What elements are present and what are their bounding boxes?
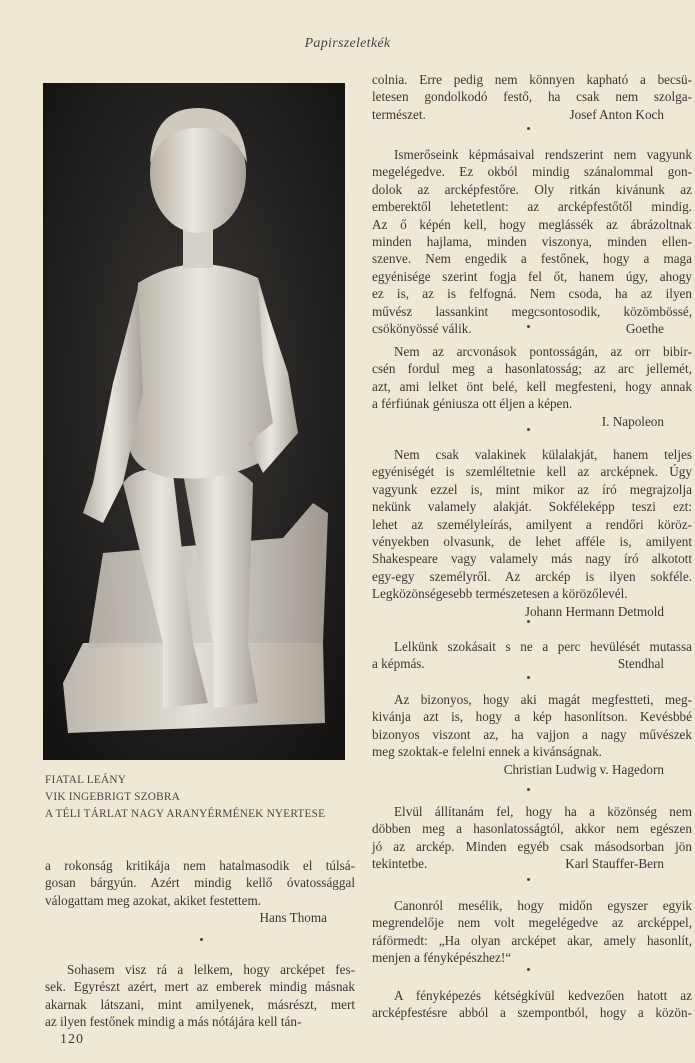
text-line: Legközönségesebb természetesen a körözőlevél. <box>372 586 628 602</box>
quote-author: Goethe <box>625 320 664 336</box>
text-line: nekünk valamely alakját. Sokféleképp teszi ezt: <box>372 499 692 515</box>
text-line: válogattam meg azokat, akiket festettem. <box>45 892 262 908</box>
text-line <box>372 106 692 123</box>
quote-paragraph <box>45 857 355 927</box>
quote-paragraph <box>372 343 692 430</box>
text-line <box>372 320 692 337</box>
text-line: Sohasem visz rá a lelkem, hogy arcképet fes- <box>67 962 355 977</box>
quote-author: Stendhal <box>617 656 664 672</box>
text-line: Nem az arcvonások pontosságán, az orr bibir- <box>394 344 692 359</box>
text-line: Az ő képén kell, hogy meglássék az ábrázoltnak <box>372 216 692 232</box>
text-line: meg szoktak-e felelni ennek a kivánságnak. <box>372 744 602 760</box>
section-separator-dot <box>527 325 530 328</box>
text-line: lehet az személyleírás, amilyent a rendőri köröz- <box>372 516 692 532</box>
text-line: Canonról mesélik, hogy midőn egyszer egyik <box>394 898 692 913</box>
text-line: Lelkünk szokásait s ne a perc hevülését mutassa <box>394 639 692 654</box>
quote-paragraph <box>45 961 355 1031</box>
caption-artist: VIK INGEBRIGT SZOBRA <box>45 791 180 803</box>
quote-paragraph <box>372 71 692 123</box>
text-line: Ismerőseink képmásaival rendszerint nem vagyunk <box>394 147 692 162</box>
text-line: egyénisége szerint fogja fel őt, hanem úgy, ahogy <box>372 268 692 284</box>
text-line: letesen gondolkodó festő, ha csak nem szolga- <box>372 89 692 105</box>
text-line-content: a képmás. <box>372 656 425 672</box>
text-line: gosan bárgyún. Azért mindig kellő óvatossággal <box>45 875 355 891</box>
quote-author: Johann Hermann Detmold <box>524 603 664 619</box>
text-line: kivánja azt is, hogy a kép hasonlítson. Kevésbbé <box>372 709 692 725</box>
text-line: menjen a fényképészhez!“ <box>372 950 512 966</box>
text-line: minden hajlama, minden viszonya, minden ellen- <box>372 233 692 249</box>
section-separator-dot <box>200 938 203 941</box>
section-separator-dot <box>527 676 530 679</box>
section-separator-dot <box>527 620 530 623</box>
text-line: csén fordul meg a hasonlatosság; az arc jellemét, <box>372 361 692 377</box>
quote-paragraph <box>372 897 692 967</box>
quote-author: Hans Thoma <box>259 910 327 926</box>
text-line: azt, ami lelket önt belé, kell megfesteni, hogy annak <box>372 378 692 394</box>
quote-paragraph <box>372 691 692 778</box>
text-line: Nem csak valakinek külalakját, hanem teljes <box>394 447 692 462</box>
caption-award: A TÉLI TÁRLAT NAGY ARANYÉRMÉNEK NYERTESE <box>45 808 326 820</box>
text-line: vényekben olvasunk, de lehet afféle is, amilyent <box>372 533 692 549</box>
text-line: megelégedve. Ez okból mindig szánalommal gon- <box>372 164 692 180</box>
text-line: egyéniségét is szemléltetnie kell az arcképnek. Úgy <box>372 464 692 480</box>
quote-paragraph <box>372 987 692 1022</box>
text-line: művész lassankint megcsontosodik, közömbössé, <box>372 303 692 319</box>
text-line: arcképfestésre abból a szempontból, hogy a közön- <box>372 1005 692 1021</box>
section-separator-dot <box>527 878 530 881</box>
quote-paragraph <box>372 446 692 620</box>
section-separator-dot <box>527 127 530 130</box>
page-number: 120 <box>60 1032 84 1047</box>
seated-girl-sculpture-image <box>43 83 345 760</box>
text-line: ez is, az is felfogná. Nem csoda, ha az ilyen <box>372 286 692 302</box>
caption-title: FIATAL LEÁNY <box>45 774 127 786</box>
text-line: colnia. Erre pedig nem könnyen kapható a becsü- <box>372 72 692 87</box>
text-line: az ilyen festőnek mindig a más nótájára kell tán- <box>45 1014 302 1030</box>
text-line: akarnak látszani, mint amilyenek, másrészt, mert <box>45 996 355 1012</box>
text-line-content: természet. <box>372 106 426 122</box>
quote-paragraph <box>372 803 692 873</box>
text-line: egy-egy személyről. Az arckép is ilyen sokféle. <box>372 568 692 584</box>
text-line: A fényképezés kétségkívül kedvezően hatott az <box>394 988 692 1003</box>
text-line: szenve. Nem engedik a festőnek, hogy a maga <box>372 251 692 267</box>
running-header: Papirszeletkék <box>304 36 391 51</box>
text-line <box>372 655 692 672</box>
text-line: bizonyos viszont az, ha vajjon a nagy művészek <box>372 726 692 742</box>
text-line: a rokonság kritikája nem hatalmasodik el túlsá- <box>45 858 355 873</box>
text-line: sek. Egyrészt azért, mert az emberek mindig másnak <box>45 979 355 995</box>
quote-paragraph <box>372 146 692 337</box>
text-line: döbben meg a hasonlatosságtól, akkor nem egészen <box>372 821 692 837</box>
text-line: a férfiúnak géniusza ott éljen a képen. <box>372 396 573 412</box>
section-separator-dot <box>527 788 530 791</box>
sculpture-photograph <box>43 83 345 760</box>
text-line: Az bizonyos, hogy aki magát megfestteti, meg- <box>394 692 692 707</box>
text-line-content: csökönyössé válik. <box>372 320 472 336</box>
text-line <box>372 855 692 872</box>
text-line: Elvül állítanám fel, hogy ha a közönség nem <box>394 804 692 819</box>
quote-author: Karl Stauffer-Bern <box>565 856 664 872</box>
text-line: dolok az arcképfestőre. Oly ritkán kivánunk az <box>372 181 692 197</box>
section-separator-dot <box>527 968 530 971</box>
text-line: jó az arckép. Minden egyéb csak másodsorban jön <box>372 838 692 854</box>
quote-author: I. Napoleon <box>601 413 664 429</box>
figure-caption <box>45 772 325 823</box>
text-line: Shakespeare vagy valamely más nagy író alkotott <box>372 551 692 567</box>
text-line: ráförmedt: „Ha olyan arcképet akar, amely hasonlít, <box>372 932 692 948</box>
text-line-content: tekintetbe. <box>372 856 428 872</box>
text-line: vagyunk ezzel is, mint mikor az író megrajzolja <box>372 481 692 497</box>
quote-author: Josef Anton Koch <box>569 106 664 122</box>
text-line: megrendelője nem volt megelégedve az arcképpel, <box>372 915 692 931</box>
section-separator-dot <box>527 428 530 431</box>
quote-paragraph <box>372 638 692 673</box>
quote-author: Christian Ludwig v. Hagedorn <box>503 761 664 777</box>
text-line: emberektől lehetetlent: az arcképfestőtől mindig. <box>372 199 692 215</box>
